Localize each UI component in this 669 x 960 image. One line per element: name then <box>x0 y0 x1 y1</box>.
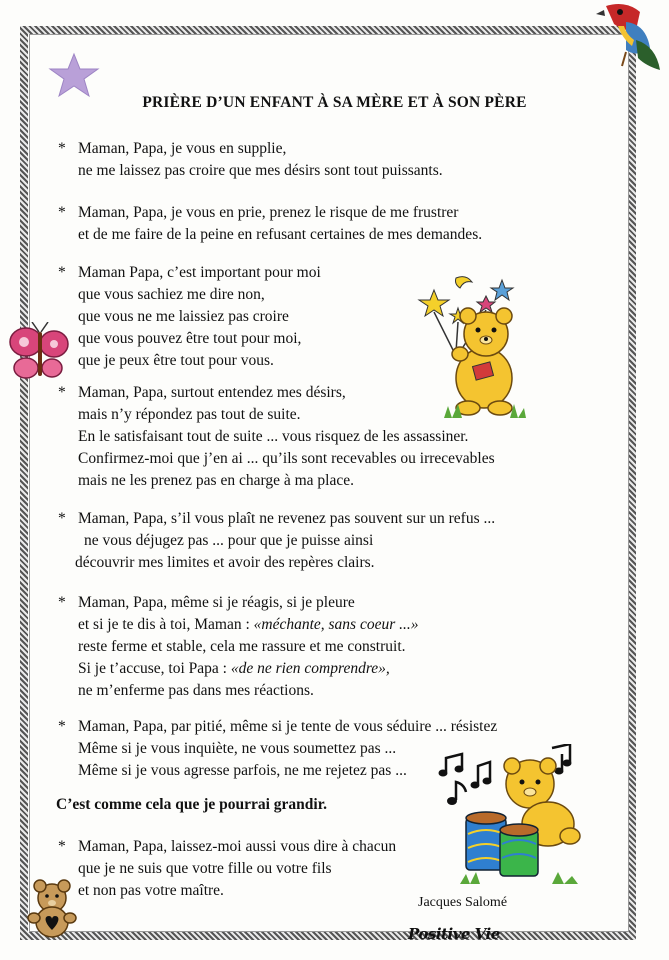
stanza-line: Maman, Papa, surtout entendez mes désirs, <box>78 384 346 401</box>
stanza-line: ne me laissez pas croire que mes désirs sont tout puissants. <box>78 162 443 179</box>
stanza-line: Maman, Papa, même si je réagis, si je pleure <box>78 594 355 611</box>
stanza-line: Même si je vous agresse parfois, ne me rejetez pas ... <box>78 762 407 779</box>
bullet-star: * <box>58 140 66 157</box>
stanza-6 <box>58 592 419 702</box>
stanza-line: Même si je vous inquiète, ne vous soumettez pas ... <box>78 740 397 757</box>
stanza-line: Maman, Papa, par pitié, même si je tente de vous séduire ... résistez <box>78 718 498 735</box>
stanza-line: Maman, Papa, laissez-moi aussi vous dire à chacun <box>78 838 397 855</box>
stanza-line: Confirmez-moi que j’en ai ... qu’ils sont recevables ou irrecevables <box>78 450 495 467</box>
stanza-line: Maman, Papa, je vous en prie, prenez le risque de me frustrer <box>78 204 459 221</box>
stanza-line: Maman Papa, c’est important pour moi <box>78 264 321 281</box>
stanza-2 <box>58 202 482 246</box>
stanza-line: que je ne suis que votre fille ou votre fils <box>78 860 332 877</box>
positive-vie-logo: Positive Vie <box>408 925 500 943</box>
bird-icon <box>596 0 666 78</box>
bullet-star: * <box>58 264 66 281</box>
stanza-7 <box>58 716 497 782</box>
bullet-star: * <box>58 838 66 855</box>
stanza-line: découvrir mes limites et avoir des repères clairs. <box>75 554 375 571</box>
bullet-star: * <box>58 384 66 401</box>
stanza-line: Maman, Papa, s’il vous plaît ne revenez pas souvent sur un refus ... <box>78 510 496 527</box>
stanza-3 <box>58 262 321 372</box>
quote-comprendre: «de ne rien comprendre», <box>230 660 390 677</box>
stanza-1 <box>58 138 443 182</box>
stanza-line: que je peux être tout pour vous. <box>78 352 274 369</box>
bullet-star: * <box>58 510 66 527</box>
poem-title: PRIÈRE D’UN ENFANT À SA MÈRE ET À SON PÈRE <box>142 94 527 111</box>
stanza-line: et de me faire de la peine en refusant certaines de mes demandes. <box>78 226 483 243</box>
purple-star-icon <box>44 52 104 98</box>
stanza-line: mais n’y répondez pas tout de suite. <box>78 406 301 423</box>
stanza-line: que vous ne me laissiez pas croire <box>78 308 289 325</box>
stanza-4 <box>58 382 495 492</box>
stanza-line: En le satisfaisant tout de suite ... vous risquez de les assassiner. <box>78 428 469 445</box>
stanza-line: ne vous déjugez pas ... pour que je puisse ainsi <box>84 532 374 549</box>
stanza-line: que vous pouvez être tout pour moi, <box>78 330 302 347</box>
bullet-star: * <box>58 204 66 221</box>
stanza-5 <box>58 508 495 574</box>
stanza-line <box>78 614 419 636</box>
stanza-line: Maman, Papa, je vous en supplie, <box>78 140 287 157</box>
stanza-line: que vous sachiez me dire non, <box>78 286 265 303</box>
stanza-line: et non pas votre maître. <box>78 882 224 899</box>
stanza-line: reste ferme et stable, cela me rassure et me construit. <box>78 638 406 655</box>
stanza-line <box>78 658 419 680</box>
bullet-star: * <box>58 718 66 735</box>
conclusion-line: C’est comme cela que je pourrai grandir. <box>56 796 328 813</box>
quote-mechante: «méchante, sans coeur ...» <box>253 616 419 633</box>
stanza-line: mais ne les prenez pas en charge à ma place. <box>78 472 354 489</box>
bullet-star: * <box>58 594 66 611</box>
stanza-line: ne m’enferme pas dans mes réactions. <box>78 682 314 699</box>
stanza-8 <box>58 836 396 902</box>
stanza-line-text: et si je te dis à toi, Maman : <box>78 616 254 633</box>
stanza-line-text: Si je t’accuse, toi Papa : <box>78 660 231 677</box>
author-signature: Jacques Salomé <box>418 895 508 910</box>
